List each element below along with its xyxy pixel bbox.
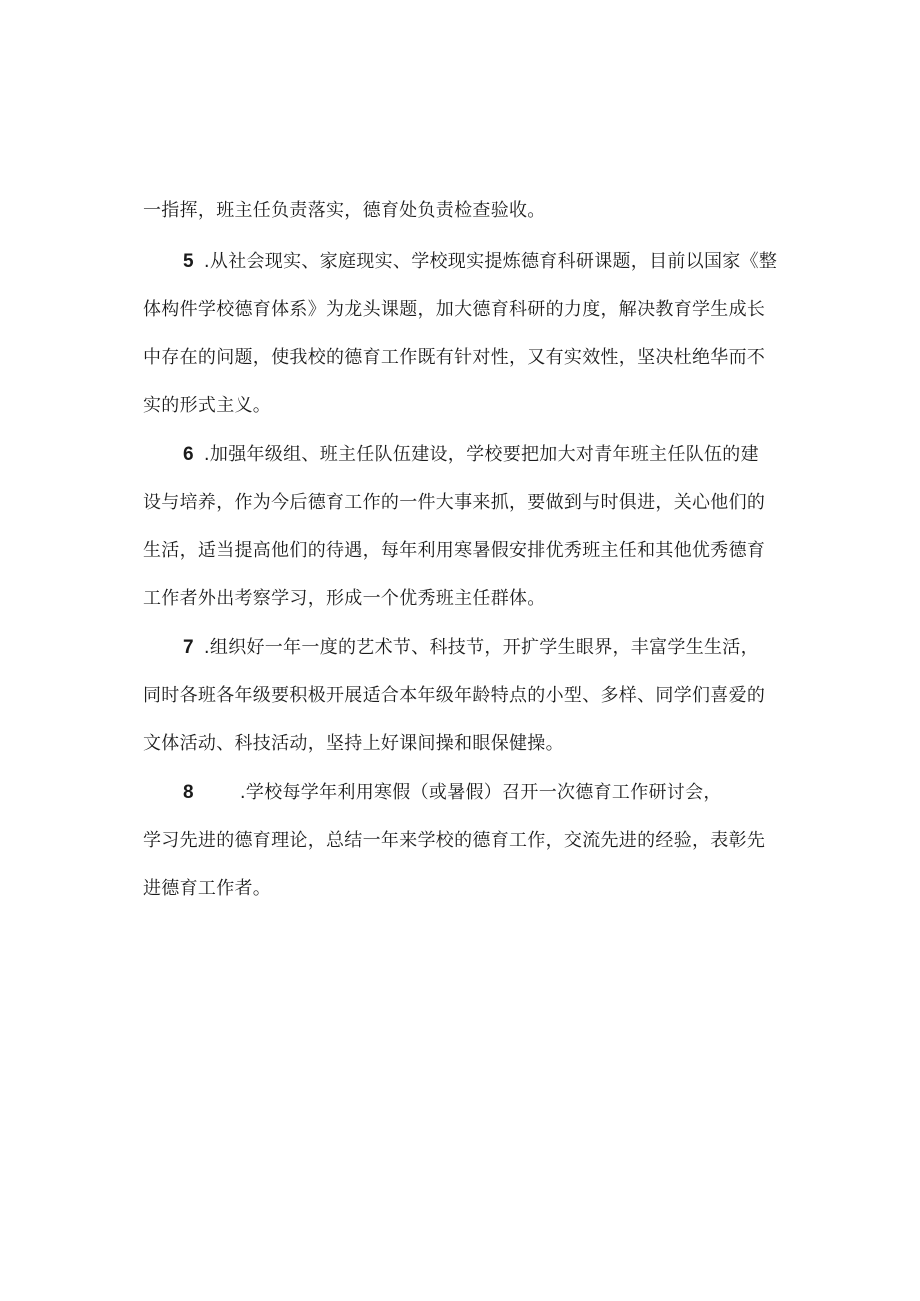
text-line: 中存在的问题，使我校的德育工作既有针对性，又有实效性，坚决杜绝华而不	[143, 347, 766, 368]
text-line: 生活，适当提高他们的待遇，每年利用寒暑假安排优秀班主任和其他优秀德育	[143, 540, 766, 561]
text-line: .从社会现实、家庭现实、学校现实提炼德育科研课题，目前以国家《整	[203, 251, 778, 272]
text-line: .学校每学年利用寒假（或暑假）召开一次德育工作研讨会，	[239, 782, 722, 803]
item-number: 6	[183, 444, 194, 465]
text-line: 工作者外出考察学习，形成一个优秀班主任群体。	[143, 588, 546, 609]
list-item-7	[183, 636, 759, 660]
text-line: 进德育工作者。	[143, 878, 272, 899]
list-item-6	[183, 443, 759, 467]
text-line: 文体活动、科技活动，坚持上好课间操和眼保健操。	[143, 733, 564, 754]
text-line: 体构件学校德育体系》为龙头课题，加大德育科研的力度，解决教育学生成长	[143, 299, 766, 320]
text-line: 一指挥，班主任负责落实，德育处负责检查验收。	[143, 200, 546, 221]
item-number: 5	[183, 251, 194, 272]
text-line: 实的形式主义。	[143, 395, 272, 416]
text-line: 设与培养，作为今后德育工作的一件大事来抓，要做到与时俱进，关心他们的	[143, 492, 766, 513]
text-line: .组织好一年一度的艺术节、科技节，开扩学生眼界，丰富学生生活，	[203, 637, 759, 658]
text-line: 同时各班各年级要积极开展适合本年级年龄特点的小型、多样、同学们喜爱的	[143, 685, 766, 706]
text-line: 学习先进的德育理论，总结一年来学校的德育工作，交流先进的经验，表彰先	[143, 830, 766, 851]
text-line: .加强年级组、班主任队伍建设，学校要把加大对青年班主任队伍的建	[203, 444, 759, 465]
list-item-5	[183, 250, 777, 274]
item-number: 8	[183, 782, 194, 803]
item-number: 7	[183, 637, 194, 658]
list-item-8	[183, 781, 722, 805]
